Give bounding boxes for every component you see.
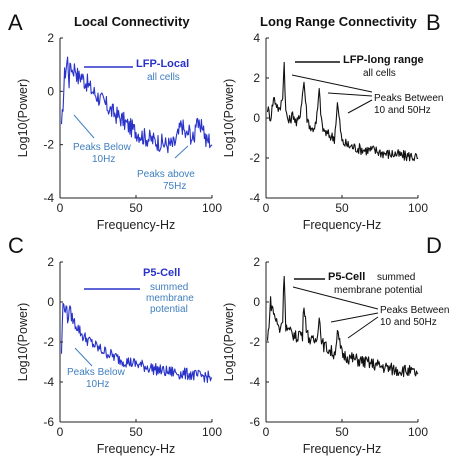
y-axis-label-c: Log10(Power) (16, 302, 30, 382)
y-tick-label-b: -2 (249, 151, 260, 165)
series-label-d: P5-Cell (328, 271, 366, 283)
arrow-a2 (175, 146, 188, 158)
x-tick-label-d: 50 (335, 425, 349, 439)
y-axis-label-a: Log10(Power) (16, 78, 30, 158)
series-sub-d-inline: summed (377, 272, 416, 283)
x-tick-label-b: 0 (262, 201, 270, 215)
y-axis-label-d: Log10(Power) (222, 302, 236, 382)
note-c-line2: 10Hz (86, 379, 110, 390)
y-tick-label-b: 2 (253, 71, 260, 85)
x-axis-label-d: Frequency-Hz (302, 442, 382, 456)
arrow-a1 (74, 115, 94, 138)
panel-b-title: Long Range Connectivity (260, 14, 417, 29)
note-c-line1: Peaks Below (67, 367, 125, 378)
panel-a-plot (16, 31, 222, 232)
y-tick-label-a: -2 (43, 137, 54, 152)
arrow-b2 (328, 93, 372, 96)
x-tick-label-d: 100 (407, 425, 429, 439)
x-tick-label-a: 50 (129, 201, 143, 215)
series-label-b: LFP-long range (343, 54, 424, 66)
note-b-line1: Peaks Between (374, 93, 444, 104)
x-tick-label-d: 0 (262, 425, 270, 439)
x-tick-label-b: 100 (407, 201, 429, 215)
panel-label-b: B (426, 10, 441, 35)
x-tick-label-c: 50 (129, 425, 143, 439)
x-tick-label-b: 50 (335, 201, 349, 215)
x-tick-label-c: 100 (201, 425, 223, 439)
note-a2-line2: 75Hz (163, 181, 187, 192)
y-tick-label-c: -6 (43, 415, 54, 429)
note-a1-line1: Peaks Below (73, 142, 131, 153)
panel-label-d: D (426, 233, 442, 258)
arrow-d3 (348, 317, 378, 338)
series-sub-b: all cells (363, 68, 396, 79)
panel-d-annotations (293, 271, 450, 338)
y-tick-label-c: 2 (47, 255, 54, 269)
x-axis-label-c: Frequency-Hz (96, 442, 176, 456)
panel-label-a: A (8, 10, 23, 35)
panel-c-plot (16, 255, 222, 456)
y-tick-label-c: -2 (43, 335, 54, 349)
y-tick-label-d: 2 (253, 255, 260, 269)
y-tick-label-c: 0 (47, 295, 54, 309)
arrow-d2 (331, 313, 378, 322)
series-line-a (62, 57, 213, 153)
note-b-line2: 10 and 50Hz (374, 105, 431, 116)
series-sub-c-line2: membrane (146, 293, 194, 304)
series-sub-a: all cells (147, 72, 180, 83)
series-label-a: LFP-Local (136, 58, 190, 70)
note-d-line1: Peaks Between (380, 305, 450, 316)
y-tick-label-b: -4 (249, 191, 260, 205)
x-tick-label-a: 100 (201, 201, 223, 215)
y-tick-label-d: -6 (249, 415, 260, 429)
arrow-b3 (348, 100, 372, 113)
series-sub-d-line2: membrane potential (334, 285, 423, 296)
panel-a-title: Local Connectivity (74, 14, 190, 29)
y-tick-label-a: 2 (47, 31, 54, 45)
note-d-line2: 10 and 50Hz (380, 317, 437, 328)
note-a2-line1: Peaks above (137, 169, 195, 180)
y-tick-label-a: 0 (47, 84, 54, 99)
x-axis-label-b: Frequency-Hz (302, 218, 382, 232)
y-tick-label-d: -4 (249, 375, 260, 389)
panel-b-annotations (292, 54, 444, 116)
panel-label-c: C (8, 233, 24, 258)
y-tick-label-c: -4 (43, 375, 54, 389)
y-tick-label-b: 4 (253, 31, 260, 45)
series-sub-c-line3: potential (150, 304, 188, 315)
y-tick-label-d: -2 (249, 335, 260, 349)
plots-layer (16, 31, 428, 456)
series-label-c: P5-Cell (143, 267, 181, 279)
x-tick-label-c: 0 (56, 425, 64, 439)
y-tick-label-a: -4 (43, 191, 54, 205)
y-tick-label-b: 0 (253, 111, 260, 125)
y-axis-label-b: Log10(Power) (222, 78, 236, 158)
note-a1-line2: 10Hz (92, 154, 116, 165)
series-sub-c-line1: summed (150, 282, 189, 293)
arrow-c1 (75, 348, 92, 366)
y-tick-label-d: 0 (253, 295, 260, 309)
x-tick-label-a: 0 (56, 201, 64, 215)
x-axis-label-a: Frequency-Hz (96, 218, 176, 232)
